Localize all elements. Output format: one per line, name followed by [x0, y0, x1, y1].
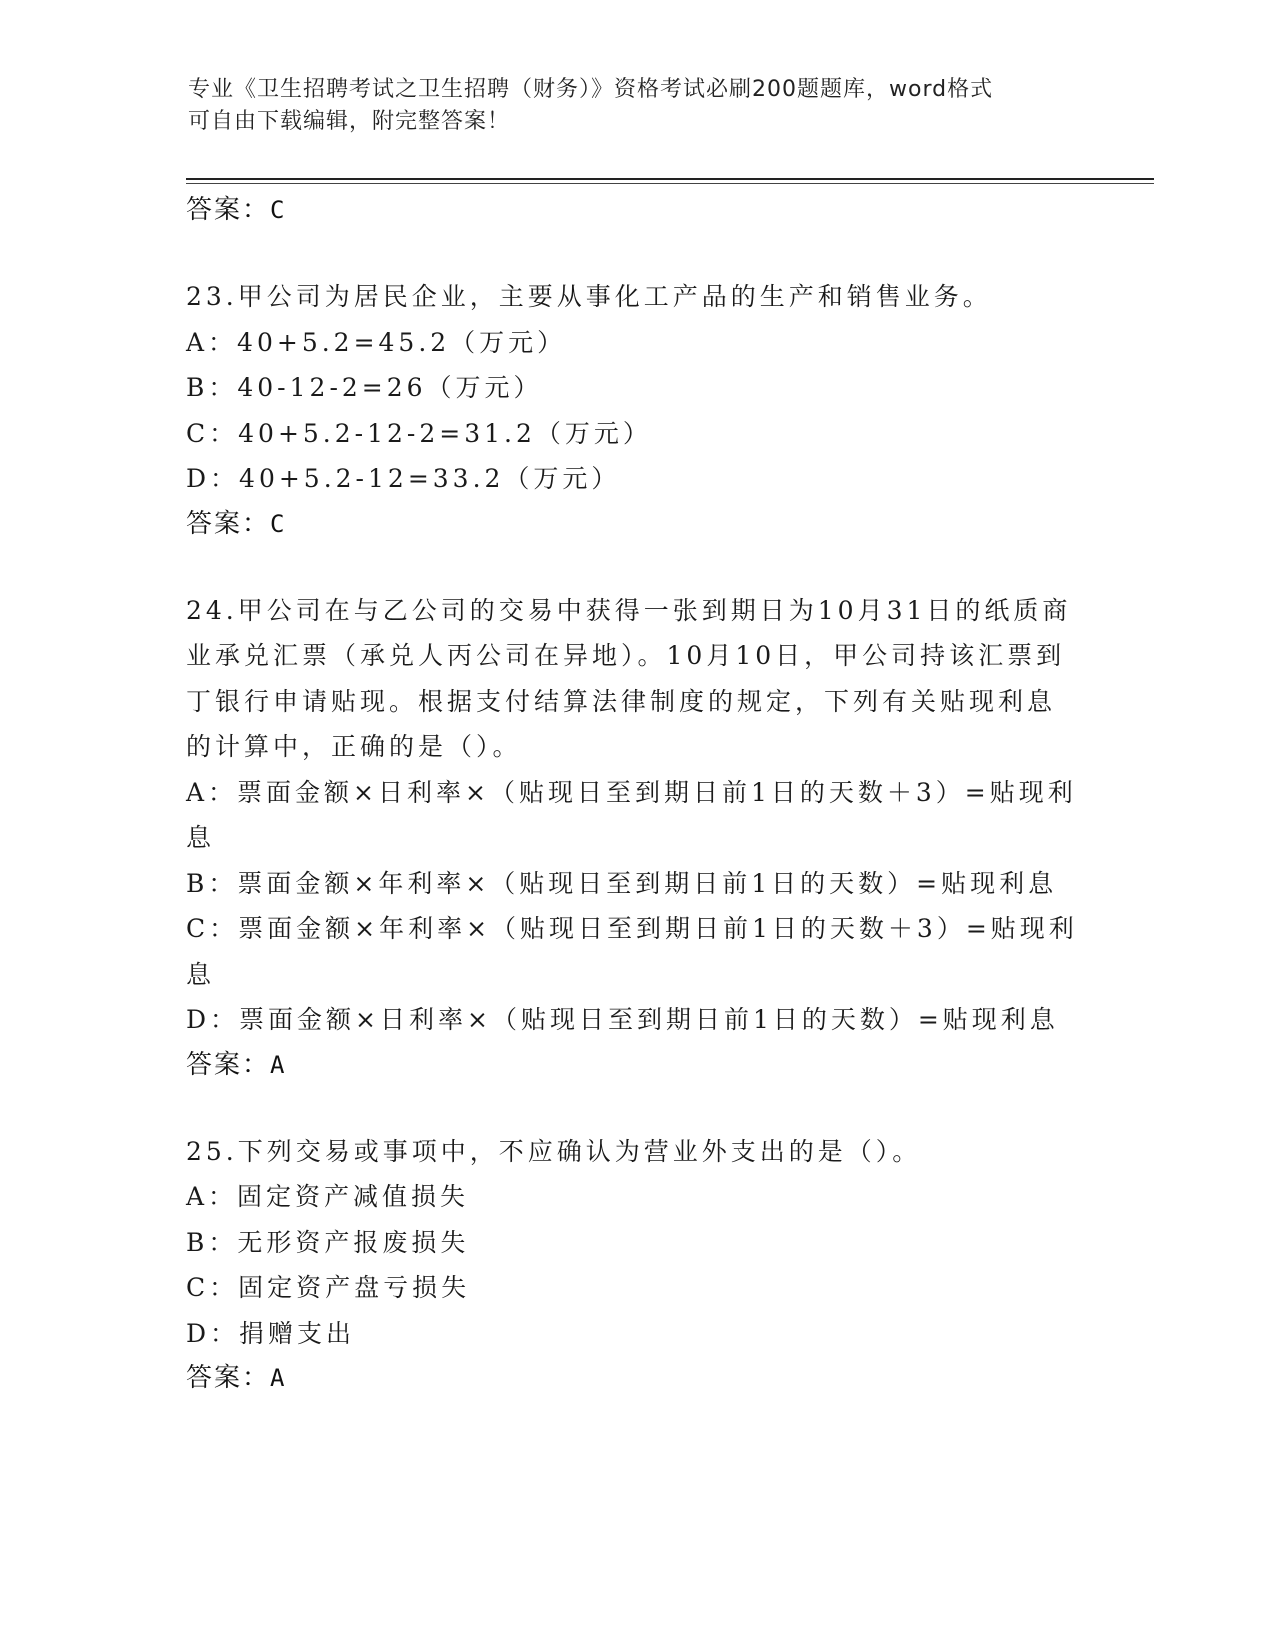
answer-label: 答案：	[186, 508, 271, 539]
header-divider-thin	[186, 183, 1154, 184]
header-line-1: 专业《卫生招聘考试之卫生招聘（财务）》资格考试必刷200题题库，word格式	[188, 77, 994, 102]
answer-value: A	[270, 1364, 287, 1392]
question-list	[186, 188, 1086, 1400]
option-text: 息	[186, 823, 216, 852]
header-divider-thick	[186, 178, 1154, 180]
option-text: B：无形资产报废损失	[186, 1227, 470, 1257]
option-text: A：固定资产减值损失	[186, 1182, 470, 1211]
question-text: 的计算中，正确的是（）。	[186, 732, 522, 761]
block-spacer	[186, 1087, 1086, 1129]
block-spacer	[186, 232, 1086, 274]
answer-label: 答案：	[186, 195, 271, 225]
question-text: 25.下列交易或事项中，不应确认为营业外支出的是（）。	[186, 1136, 922, 1166]
question-text: 业承兑汇票（承兑人丙公司在异地）。10月10日，甲公司持该汇票到	[186, 641, 1066, 670]
option-text: D：40+5.2-12=33.2（万元）	[186, 464, 621, 493]
question-block	[186, 1087, 1086, 1401]
option-text: B：票面金额×年利率×（贴现日至到期日前1日的天数）=贴现利息	[186, 868, 1058, 898]
option-text: A：票面金额×日利率×（贴现日至到期日前1日的天数＋3）=贴现利	[186, 777, 1077, 807]
option-text: B：40-12-2=26（万元）	[186, 373, 543, 402]
answer-label: 答案：	[186, 1363, 271, 1393]
answer-value: A	[270, 1050, 287, 1079]
option-text: C：票面金额×年利率×（贴现日至到期日前1日的天数＋3）=贴现利	[186, 914, 1078, 943]
question-block	[186, 232, 1086, 546]
block-spacer	[186, 546, 1086, 588]
answer-line	[186, 1043, 1086, 1087]
question-text: 23.甲公司为居民企业，主要从事化工产品的生产和销售业务。	[186, 282, 992, 311]
question-block	[186, 188, 1086, 232]
option-text: D：票面金额×日利率×（贴现日至到期日前1日的天数）=贴现利息	[186, 1005, 1059, 1034]
document-header	[188, 74, 1088, 138]
option-text: C：40+5.2-12-2=31.2（万元）	[186, 418, 652, 448]
answer-value: C	[270, 196, 287, 224]
question-text: 24.甲公司在与乙公司的交易中获得一张到期日为10月31日的纸质商	[186, 595, 1072, 625]
answer-line	[186, 1356, 1086, 1400]
header-line-2: 可自由下载编辑，附完整答案！	[188, 109, 511, 134]
option-text: 息	[186, 959, 216, 989]
question-text: 丁银行申请贴现。根据支付结算法律制度的规定，下列有关贴现利息	[186, 686, 1057, 716]
answer-label: 答案：	[186, 1049, 271, 1080]
option-text: A：40+5.2=45.2（万元）	[186, 327, 567, 357]
answer-line	[186, 502, 1086, 546]
answer-value: C	[270, 509, 287, 538]
question-block	[186, 546, 1086, 1087]
answer-line	[186, 188, 1086, 232]
option-text: C：固定资产盘亏损失	[186, 1273, 471, 1302]
option-text: D：捐赠支出	[186, 1318, 356, 1348]
